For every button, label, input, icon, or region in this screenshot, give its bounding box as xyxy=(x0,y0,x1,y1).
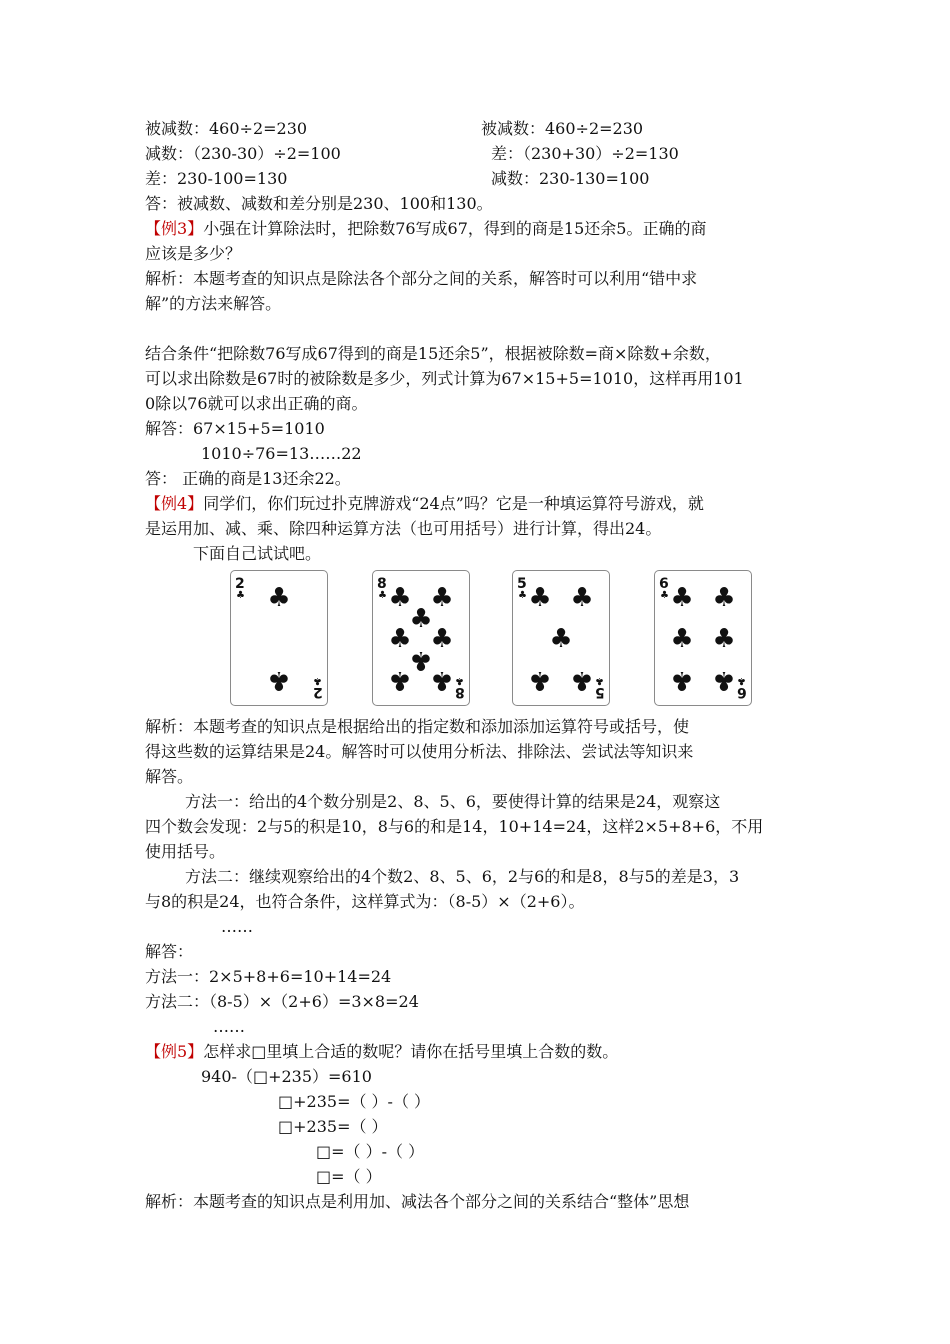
equation-line: □+235=（ ） xyxy=(278,1117,388,1136)
club-icon: ♣ xyxy=(388,624,412,654)
club-icon: ♣ xyxy=(267,665,291,695)
text-line: 方法二：继续观察给出的4个数2、8、5、6，2与6的和是8，8与5的差是3，3 xyxy=(185,867,740,886)
club-icon: ♣ xyxy=(737,675,746,686)
example-text: 怎样求□里填上合适的数呢？请你在括号里填上合数的数。 xyxy=(203,1042,619,1061)
text-line: 可以求出除数是67时的被除数是多少，列式计算为67×15+5=1010，这样再用101 xyxy=(145,369,744,388)
text-line: 是运用加、减、乘、除四种运算方法（也可用括号）进行计算，得出24。 xyxy=(145,519,662,538)
text-line: 被减数：460÷2=230 xyxy=(145,119,308,138)
example-5-heading xyxy=(145,1039,618,1064)
card-rank: 5 xyxy=(517,576,527,592)
example-tag: 【例3】 xyxy=(145,219,204,238)
text-line: 方法一：2×5+8+6=10+14=24 xyxy=(145,967,392,986)
club-icon: ♣ xyxy=(670,583,694,613)
example-text: 小强在计算除法时，把除数76写成67，得到的商是15还余5。正确的商 xyxy=(203,219,707,238)
club-icon: ♣ xyxy=(528,665,552,695)
club-icon: ♣ xyxy=(236,590,245,601)
text-line: 差：（230+30）÷2=130 xyxy=(491,144,679,163)
club-icon: ♣ xyxy=(712,583,736,613)
text-line: 解答：67×15+5=1010 xyxy=(145,419,325,438)
equation-line: 940-（□+235）=610 xyxy=(201,1067,372,1086)
text-line: 使用括号。 xyxy=(145,842,226,861)
club-icon: ♣ xyxy=(712,665,736,695)
club-icon: ♣ xyxy=(409,604,433,634)
text-line: 得这些数的运算结果是24。解答时可以使用分析法、排除法、尝试法等知识来 xyxy=(145,742,694,761)
club-icon: ♣ xyxy=(570,665,594,695)
club-icon: ♣ xyxy=(670,665,694,695)
playing-card-5 xyxy=(512,570,610,706)
example-tag: 【例5】 xyxy=(145,1042,204,1061)
club-icon: ♣ xyxy=(455,675,464,686)
example-text: 同学们，你们玩过扑克牌游戏“24点”吗？它是一种填运算符号游戏，就 xyxy=(203,494,704,513)
text-line: 减数：230-130=100 xyxy=(491,169,650,188)
club-icon: ♣ xyxy=(430,665,454,695)
card-rank: 8 xyxy=(377,576,387,592)
club-icon: ♣ xyxy=(712,624,736,654)
playing-cards xyxy=(230,570,770,706)
playing-card-6 xyxy=(654,570,752,706)
club-icon: ♣ xyxy=(595,675,604,686)
playing-card-8 xyxy=(372,570,470,706)
club-icon: ♣ xyxy=(388,583,412,613)
example-tag: 【例4】 xyxy=(145,494,204,513)
text-line: 差：230-100=130 xyxy=(145,169,288,188)
text-line: 四个数会发现：2与5的积是10，8与6的和是14，10+14=24，这样2×5+8+6，不用 xyxy=(145,817,764,836)
club-icon: ♣ xyxy=(670,624,694,654)
card-rank: 2 xyxy=(235,576,245,592)
card-rank: 6 xyxy=(737,684,747,700)
text-line: 答：被减数、减数和差分别是230、100和130。 xyxy=(145,194,493,213)
card-rank: 6 xyxy=(659,576,669,592)
text-line: 应该是多少？ xyxy=(145,244,242,263)
example-4-heading xyxy=(145,491,704,516)
text-line: 下面自己试试吧。 xyxy=(193,544,322,563)
card-rank: 8 xyxy=(455,684,465,700)
example-3-heading xyxy=(145,216,706,241)
club-icon: ♣ xyxy=(430,583,454,613)
club-icon: ♣ xyxy=(313,675,322,686)
club-icon: ♣ xyxy=(528,583,552,613)
club-icon: ♣ xyxy=(570,583,594,613)
equation-line: □=（ ）-（ ） xyxy=(316,1142,425,1161)
text-line: 被减数：460÷2=230 xyxy=(481,119,644,138)
text-line: 解析：本题考查的知识点是利用加、减法各个部分之间的关系结合“整体”思想 xyxy=(145,1192,690,1211)
text-line: 解析：本题考查的知识点是根据给出的指定数和添加添加运算符号或括号，使 xyxy=(145,717,690,736)
equation-line: □+235=（ ）-（ ） xyxy=(278,1092,431,1111)
club-icon: ♣ xyxy=(660,590,669,601)
club-icon: ♣ xyxy=(267,583,291,613)
text-line: 答： 正确的商是13还余22。 xyxy=(145,469,351,488)
club-icon: ♣ xyxy=(388,665,412,695)
club-icon: ♣ xyxy=(518,590,527,601)
text-line: 1010÷76=13……22 xyxy=(201,444,362,463)
text-line: 解答。 xyxy=(145,767,194,786)
text-line: …… xyxy=(221,917,253,936)
club-icon: ♣ xyxy=(430,624,454,654)
card-rank: 5 xyxy=(595,684,605,700)
equation-line: □=（ ） xyxy=(316,1167,382,1186)
text-line: 0除以76就可以求出正确的商。 xyxy=(145,394,368,413)
playing-card-2 xyxy=(230,570,328,706)
club-icon: ♣ xyxy=(549,624,573,654)
text-line: 结合条件“把除数76写成67得到的商是15还余5”，根据被除数=商×除数+余数， xyxy=(145,344,721,363)
text-line: 与8的积是24，也符合条件，这样算式为：（8-5）×（2+6）。 xyxy=(145,892,585,911)
card-rank: 2 xyxy=(313,684,323,700)
text-line: …… xyxy=(213,1017,245,1036)
club-icon: ♣ xyxy=(409,645,433,675)
text-line: 减数：（230-30）÷2=100 xyxy=(145,144,341,163)
text-line: 解答： xyxy=(145,942,194,961)
text-line: 方法一：给出的4个数分别是2、8、5、6，要使得计算的结果是24，观察这 xyxy=(185,792,721,811)
text-line: 方法二：（8-5）×（2+6）=3×8=24 xyxy=(145,992,419,1011)
text-line: 解析：本题考查的知识点是除法各个部分之间的关系，解答时可以利用“错中求 xyxy=(145,269,698,288)
text-line: 解”的方法来解答。 xyxy=(145,294,282,313)
club-icon: ♣ xyxy=(378,590,387,601)
